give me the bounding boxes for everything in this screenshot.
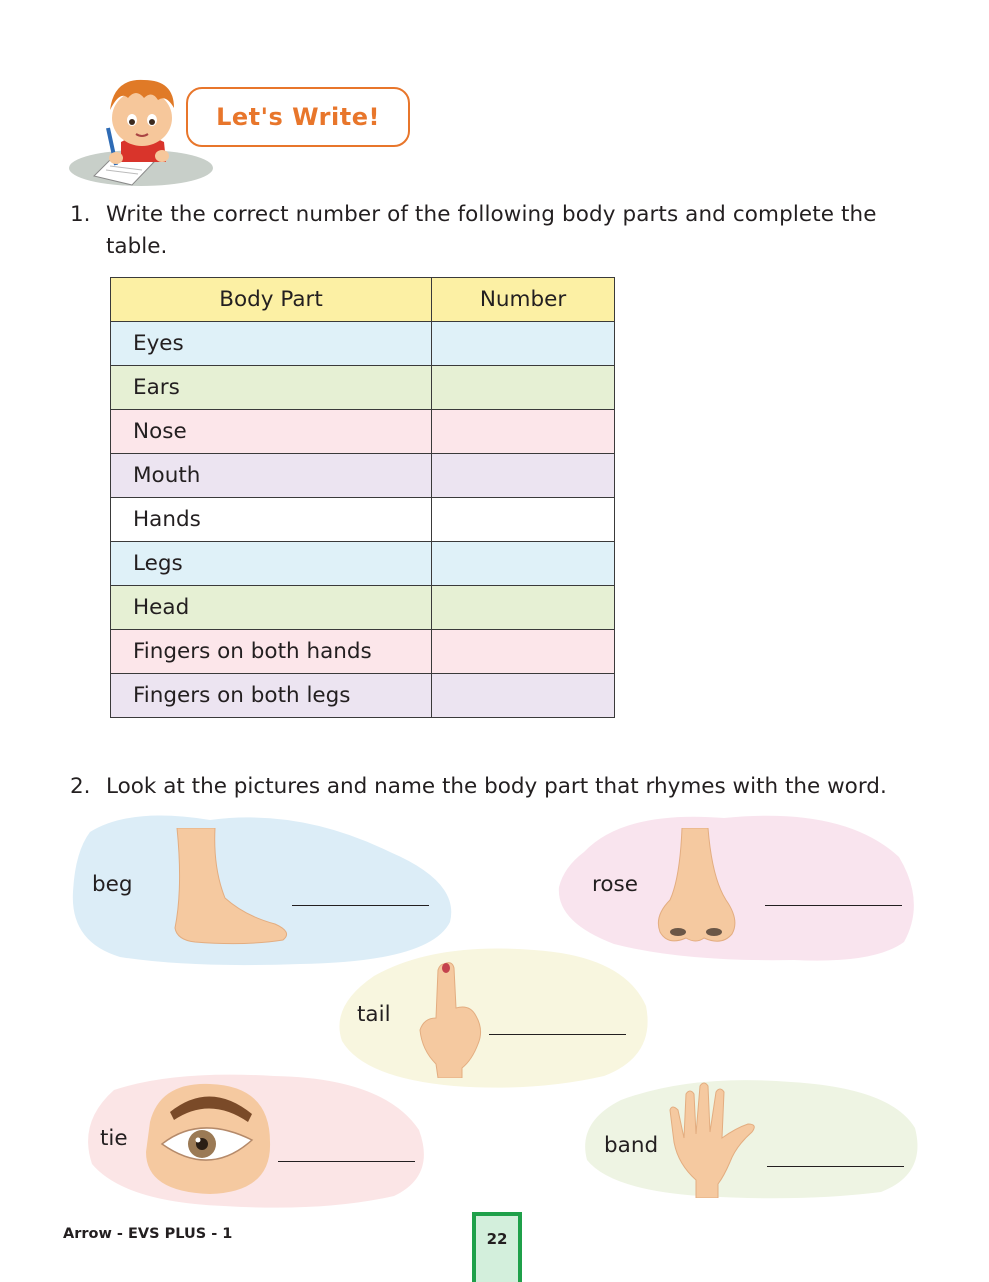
- table-header-number: Number: [432, 278, 615, 322]
- body-part-cell: Ears: [111, 366, 432, 410]
- word-rose: rose: [592, 872, 638, 897]
- body-part-cell: Legs: [111, 542, 432, 586]
- nose-icon: [656, 828, 738, 948]
- table-row: [111, 630, 615, 674]
- question-1-number: 1.: [70, 202, 91, 227]
- word-tie: tie: [100, 1126, 128, 1151]
- body-part-cell: Eyes: [111, 322, 432, 366]
- answer-line-tie[interactable]: [278, 1161, 415, 1162]
- table-row: [111, 674, 615, 718]
- hand-icon: [666, 1080, 762, 1198]
- section-title-box: [186, 87, 410, 147]
- question-1: [70, 199, 920, 263]
- word-band: band: [604, 1133, 659, 1158]
- answer-line-beg[interactable]: [292, 905, 429, 906]
- table-row: [111, 410, 615, 454]
- word-tail: tail: [357, 1002, 391, 1027]
- word-beg: beg: [92, 872, 133, 897]
- body-part-cell: Hands: [111, 498, 432, 542]
- number-cell[interactable]: [432, 542, 615, 586]
- question-2-number: 2.: [70, 774, 91, 799]
- number-cell[interactable]: [432, 630, 615, 674]
- section-title: Let's Write!: [216, 103, 380, 131]
- table-row: [111, 322, 615, 366]
- table-row: [111, 454, 615, 498]
- table-header-body-part: Body Part: [111, 278, 432, 322]
- question-2: [70, 771, 950, 803]
- number-cell[interactable]: [432, 366, 615, 410]
- table-header-row: [111, 278, 615, 322]
- number-cell[interactable]: [432, 674, 615, 718]
- answer-line-rose[interactable]: [765, 905, 902, 906]
- answer-line-band[interactable]: [767, 1166, 904, 1167]
- question-1-text-line2: table.: [106, 234, 168, 259]
- table-row: [111, 542, 615, 586]
- table-row: [111, 498, 615, 542]
- number-cell[interactable]: [432, 410, 615, 454]
- page-number-box: [472, 1212, 522, 1282]
- question-1-text-line1: Write the correct number of the following body parts and complete the: [106, 202, 877, 227]
- page-number: 22: [486, 1230, 508, 1248]
- number-cell[interactable]: [432, 322, 615, 366]
- number-cell[interactable]: [432, 586, 615, 630]
- body-part-cell: Mouth: [111, 454, 432, 498]
- table-row: [111, 366, 615, 410]
- body-part-cell: Fingers on both hands: [111, 630, 432, 674]
- number-cell[interactable]: [432, 454, 615, 498]
- body-parts-table: [110, 277, 615, 718]
- eye-icon: [140, 1082, 280, 1197]
- book-title: Arrow - EVS PLUS - 1: [63, 1226, 233, 1242]
- question-2-text: Look at the pictures and name the body part that rhymes with the word.: [106, 774, 887, 799]
- answer-line-tail[interactable]: [489, 1034, 626, 1035]
- foot-icon: [165, 828, 295, 948]
- body-part-cell: Nose: [111, 410, 432, 454]
- body-part-cell: Fingers on both legs: [111, 674, 432, 718]
- finger-icon: [418, 960, 486, 1078]
- table-row: [111, 586, 615, 630]
- number-cell[interactable]: [432, 498, 615, 542]
- body-part-cell: Head: [111, 586, 432, 630]
